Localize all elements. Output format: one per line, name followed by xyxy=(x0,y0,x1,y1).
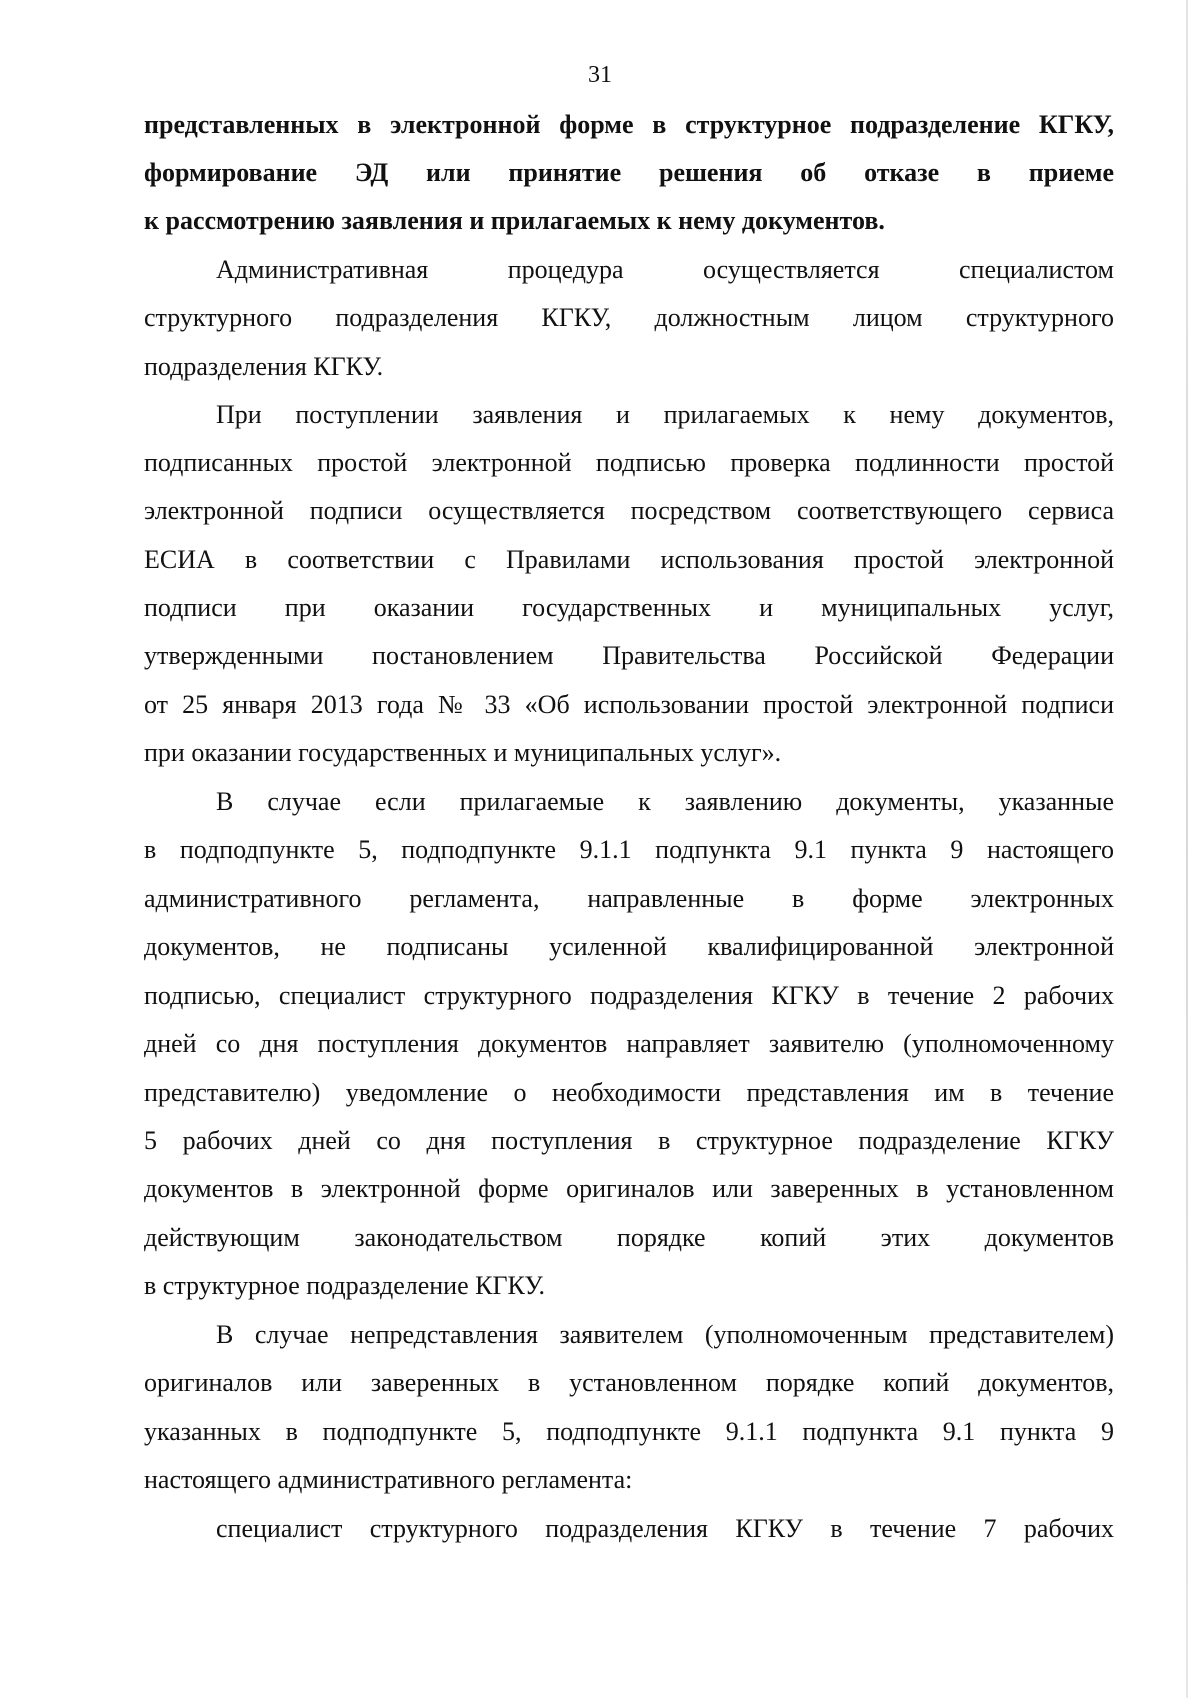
heading-line-2: формирование ЭД или принятие решения об отказе в приеме xyxy=(144,158,1114,187)
paragraph-line: Административная процедура осуществляется специалистом xyxy=(216,255,1114,284)
page-number: 31 xyxy=(588,62,612,88)
paragraph-line: действующим законодательством порядке копий этих документов xyxy=(144,1223,1114,1252)
paragraph-line: представителю) уведомление о необходимости представления им в течение xyxy=(144,1078,1114,1107)
paragraph-line: 5 рабочих дней со дня поступления в структурное подразделение КГКУ xyxy=(144,1126,1114,1155)
paragraph-line: при оказании государственных и муниципальных услуг». xyxy=(144,738,782,767)
paragraph-line: подразделения КГКУ. xyxy=(144,352,384,381)
paragraph-line: утвержденными постановлением Правительства Российской Федерации xyxy=(144,641,1114,670)
heading-line-3: к рассмотрению заявления и прилагаемых к нему документов. xyxy=(144,206,885,235)
paragraph-line: в структурное подразделение КГКУ. xyxy=(144,1271,545,1300)
paragraph-line: административного регламента, направленные в форме электронных xyxy=(144,884,1114,913)
paragraph-line: от 25 января 2013 года № 33 «Об использовании простой электронной подписи xyxy=(144,690,1114,719)
heading-line-1: представленных в электронной форме в структурное подразделение КГКУ, xyxy=(144,110,1114,139)
paragraph-line: электронной подписи осуществляется посредством соответствующего сервиса xyxy=(144,496,1114,525)
paragraph-line: указанных в подподпункте 5, подподпункте 9.1.1 подпункта 9.1 пункта 9 xyxy=(144,1417,1114,1446)
paragraph-line: структурного подразделения КГКУ, должностным лицом структурного xyxy=(144,303,1114,332)
scan-edge-shadow xyxy=(1186,0,1188,1698)
paragraph-line: При поступлении заявления и прилагаемых к нему документов, xyxy=(216,400,1114,429)
paragraph-line: подписью, специалист структурного подразделения КГКУ в течение 2 рабочих xyxy=(144,981,1114,1010)
paragraph-line: документов, не подписаны усиленной квалифицированной электронной xyxy=(144,932,1114,961)
paragraph-line: настоящего административного регламента: xyxy=(144,1465,633,1494)
paragraph-line: В случае если прилагаемые к заявлению документы, указанные xyxy=(216,787,1114,816)
paragraph-line: В случае непредставления заявителем (уполномоченным представителем) xyxy=(216,1320,1114,1349)
paragraph-line: документов в электронной форме оригиналов или заверенных в установленном xyxy=(144,1174,1114,1203)
paragraph-line: оригиналов или заверенных в установленном порядке копий документов, xyxy=(144,1368,1114,1397)
paragraph-line: подписи при оказании государственных и муниципальных услуг, xyxy=(144,593,1114,622)
paragraph-line: ЕСИА в соответствии с Правилами использования простой электронной xyxy=(144,545,1114,574)
paragraph-line: подписанных простой электронной подписью проверка подлинности простой xyxy=(144,448,1114,477)
paragraph-line: специалист структурного подразделения КГКУ в течение 7 рабочих xyxy=(216,1514,1114,1543)
paragraph-line: в подподпункте 5, подподпункте 9.1.1 подпункта 9.1 пункта 9 настоящего xyxy=(144,835,1114,864)
paragraph-line: дней со дня поступления документов направляет заявителю (уполномоченному xyxy=(144,1029,1114,1058)
